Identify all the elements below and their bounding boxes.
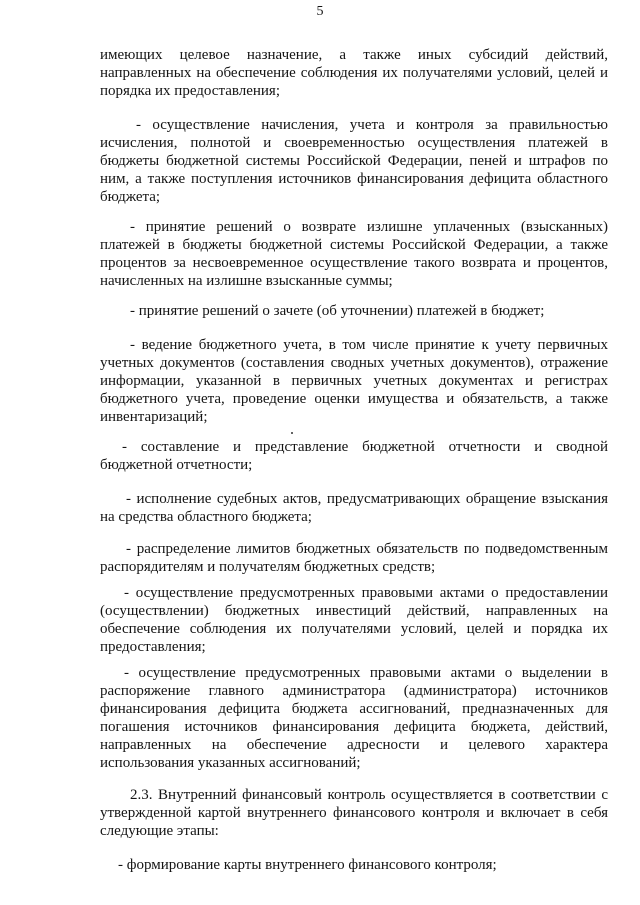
text-line: бюджетной отчетности; <box>100 457 253 473</box>
text-line: начисленных на излишне взысканные суммы; <box>100 273 393 289</box>
text-line: - исполнение судебных актов, предусматривающих обращение взыскания <box>126 491 608 507</box>
text-line: порядка их предоставления; <box>100 83 280 99</box>
text-line: утвержденной картой внутреннего финансового контроля и включает в себя <box>100 805 608 821</box>
text-line: - принятие решений о зачете (об уточнении) платежей в бюджет; <box>130 303 545 319</box>
text-line: бюджеты бюджетной системы Российской Федерации, пеней и штрафов по <box>100 153 608 169</box>
text-line: - формирование карты внутреннего финансового контроля; <box>118 857 497 873</box>
paragraph-control-map <box>100 856 608 874</box>
text-line: 2.3. Внутренний финансовый контроль осуществляется в соответствии с <box>130 787 608 803</box>
paragraph-refund-decisions <box>100 218 608 290</box>
text-line: погашения источников финансирования дефицита бюджета, действий, <box>100 719 608 735</box>
text-line: распорядителям и получателям бюджетных средств; <box>100 559 436 575</box>
text-line: предоставления; <box>100 639 206 655</box>
paragraph-limits-distribution <box>100 540 608 576</box>
paragraph-court-acts <box>100 490 608 526</box>
paragraph-offset-decisions <box>100 302 608 320</box>
text-line: следующие этапы: <box>100 823 219 839</box>
text-line: - осуществление начисления, учета и контроля за правильностью <box>136 117 608 133</box>
text-line: использования указанных ассигнований; <box>100 755 361 771</box>
text-line: (осуществлении) бюджетных инвестиций действий, направленных на <box>100 603 608 619</box>
paragraph-deficit-financing <box>100 664 608 772</box>
scan-speck <box>291 432 293 434</box>
paragraph-investments <box>100 584 608 656</box>
text-line: - распределение лимитов бюджетных обязательств по подведомственным <box>126 541 608 557</box>
paragraph-budget-accounting <box>100 336 608 426</box>
text-line: - осуществление предусмотренных правовыми актами о предоставлении <box>124 585 608 601</box>
text-line: платежей в бюджеты бюджетной системы Российской Федерации, а также <box>100 237 608 253</box>
text-line: исчисления, полнотой и своевременностью осуществления платежей в <box>100 135 608 151</box>
text-line: - составление и представление бюджетной отчетности и сводной <box>122 439 608 455</box>
text-line: - ведение бюджетного учета, в том числе принятие к учету первичных <box>130 337 608 353</box>
paragraph-reporting <box>100 438 608 474</box>
page-number: 5 <box>316 4 324 19</box>
text-line: имеющих целевое назначение, а также иных субсидий действий, <box>100 47 608 63</box>
text-line: на средства областного бюджета; <box>100 509 312 525</box>
text-line: - принятие решений о возврате излишне уплаченных (взысканных) <box>130 219 608 235</box>
text-line: направленных на обеспечение адресности и целевого характера <box>100 737 608 753</box>
text-line: обеспечение соблюдения их получателями условий, целей и порядка их <box>100 621 608 637</box>
text-line: учетных документов (составления сводных учетных документов), отражение <box>100 355 608 371</box>
paragraph-subsidies-continuation <box>100 46 608 100</box>
text-line: инвентаризаций; <box>100 409 208 425</box>
text-line: финансирования дефицита бюджета ассигнований, предназначенных для <box>100 701 608 717</box>
text-line: информации, указанной в первичных учетных документах и регистрах <box>100 373 608 389</box>
text-line: бюджетного учета, проведение оценки имущества и обязательств, а также <box>100 391 608 407</box>
text-line: - осуществление предусмотренных правовыми актами о выделении в <box>124 665 608 681</box>
text-line: процентов за несвоевременное осуществление такого возврата и процентов, <box>100 255 608 271</box>
paragraph-accrual-accounting <box>100 116 608 206</box>
text-line: распоряжение главного администратора (администратора) источников <box>100 683 608 699</box>
text-line: направленных на обеспечение соблюдения их получателями условий, целей и <box>100 65 608 81</box>
paragraph-section-2-3 <box>100 786 608 840</box>
text-line: бюджета; <box>100 189 161 205</box>
text-line: ним, а также поступления источников финансирования дефицита областного <box>100 171 608 187</box>
